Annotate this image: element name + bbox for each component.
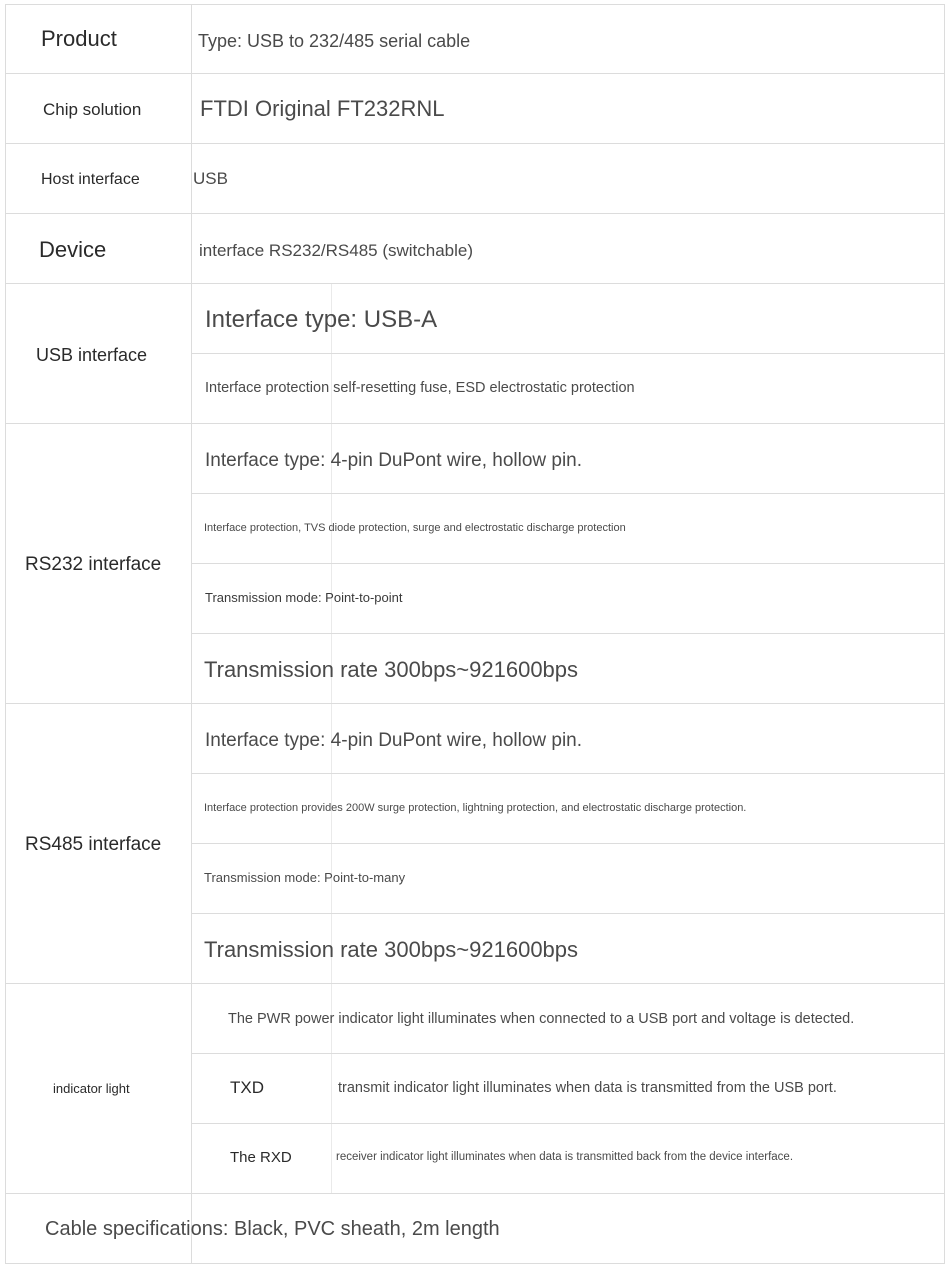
table-border-top xyxy=(5,4,945,5)
device-value: interface RS232/RS485 (switchable) xyxy=(199,241,474,260)
row-separator xyxy=(5,1193,945,1194)
row-separator xyxy=(5,423,945,424)
rxd-description: receiver indicator light illuminates when data is transmitted back from the device interface. xyxy=(336,1151,794,1163)
pwr-description: The PWR power indicator light illuminates when connected to a USB port and voltage is detected. xyxy=(228,1011,855,1027)
rs485-protection: Interface protection provides 200W surge protection, lightning protection, and electrostatic discharge protection. xyxy=(204,802,747,814)
product-label: Product xyxy=(41,26,117,51)
subrow-separator xyxy=(191,913,945,914)
subrow-separator xyxy=(191,353,945,354)
rs485-mode: Transmission mode: Point-to-many xyxy=(204,870,406,885)
rs485-label: RS485 interface xyxy=(25,834,162,855)
rxd-name: The RXD xyxy=(230,1149,292,1166)
row-separator xyxy=(5,213,945,214)
rs232-mode: Transmission mode: Point-to-point xyxy=(205,590,403,605)
subrow-separator xyxy=(191,843,945,844)
row-separator xyxy=(5,283,945,284)
chip-label: Chip solution xyxy=(43,100,142,119)
cable-specifications: Cable specifications: Black, PVC sheath, 2m length xyxy=(45,1218,500,1240)
usb-type: Interface type: USB-A xyxy=(205,306,438,333)
column-divider xyxy=(191,4,192,1264)
txd-name: TXD xyxy=(230,1078,264,1097)
usb-protection: Interface protection self-resetting fuse, ESD electrostatic protection xyxy=(205,380,635,396)
row-separator xyxy=(5,703,945,704)
rs232-rate: Transmission rate 300bps~921600bps xyxy=(204,657,579,682)
rs232-protection: Interface protection, TVS diode protection, surge and electrostatic discharge protection xyxy=(204,522,626,534)
subrow-separator xyxy=(191,1123,945,1124)
rs485-type: Interface type: 4-pin DuPont wire, hollow pin. xyxy=(205,730,583,751)
chip-value: FTDI Original FT232RNL xyxy=(200,96,445,121)
row-separator xyxy=(5,983,945,984)
indicator-label: indicator light xyxy=(53,1081,130,1096)
subrow-separator xyxy=(191,633,945,634)
host-label: Host interface xyxy=(41,171,140,188)
subrow-separator xyxy=(191,493,945,494)
host-value: USB xyxy=(193,169,228,188)
subrow-separator xyxy=(191,1053,945,1054)
device-label: Device xyxy=(39,237,107,262)
spec-table xyxy=(5,4,945,1264)
subrow-separator xyxy=(191,563,945,564)
txd-description: transmit indicator light illuminates when data is transmitted from the USB port. xyxy=(338,1080,837,1096)
table-border-right xyxy=(944,4,945,1264)
table-border-left xyxy=(5,4,6,1264)
rs232-label: RS232 interface xyxy=(25,554,162,575)
row-separator xyxy=(5,73,945,74)
rs232-type: Interface type: 4-pin DuPont wire, hollow pin. xyxy=(205,450,583,471)
table-border-bottom xyxy=(5,1263,945,1264)
product-value: Type: USB to 232/485 serial cable xyxy=(198,31,471,51)
usb-label: USB interface xyxy=(36,345,148,365)
rs485-rate: Transmission rate 300bps~921600bps xyxy=(204,937,579,962)
row-separator xyxy=(5,143,945,144)
subrow-separator xyxy=(191,773,945,774)
